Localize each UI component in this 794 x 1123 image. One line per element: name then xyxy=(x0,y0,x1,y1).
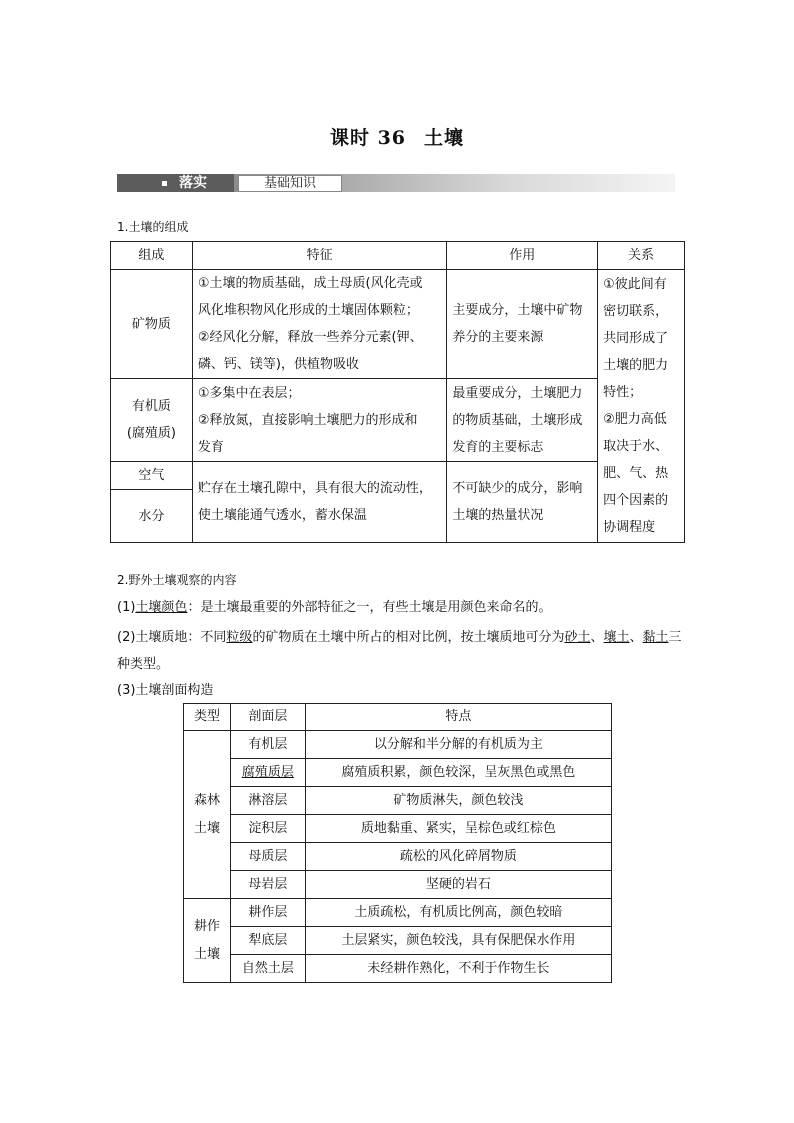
text-line: 土壤 xyxy=(193,820,220,836)
section1-heading: 1.土壤的组成 xyxy=(117,220,189,234)
paragraph-color xyxy=(117,596,683,615)
table-row xyxy=(184,871,612,899)
layer-cell: 淀积层 xyxy=(230,815,305,843)
header-cell: 特征 xyxy=(192,242,447,270)
feature-cell xyxy=(192,379,447,462)
square-bullet-icon xyxy=(162,181,167,186)
text-span: 的矿物质在土壤中所占的相对比例，按土壤质地可分为 xyxy=(252,630,565,645)
table-header-row xyxy=(111,242,685,270)
text-line: 的物质基础，土壤形成 xyxy=(452,412,583,428)
text-span: 、 xyxy=(590,630,604,645)
feature-cell: 坚硬的岩石 xyxy=(305,871,611,899)
text-line: 不可缺少的成分，影响 xyxy=(452,481,583,496)
text-line: 四个因素的 xyxy=(603,493,669,508)
layer-cell: 有机层 xyxy=(230,731,305,759)
text-line: 密切联系， xyxy=(603,304,669,319)
text-line: 土壤 xyxy=(193,946,220,962)
table-row xyxy=(184,927,612,955)
text-line: 耕作 xyxy=(193,918,220,934)
header-cell: 作用 xyxy=(447,242,598,270)
header-cell: 剖面层 xyxy=(230,704,305,731)
section2-heading: 2.野外土壤观察的内容 xyxy=(117,573,237,587)
text-line: ②释放氮，直接影响土壤肥力的形成和 xyxy=(197,412,418,428)
component-name xyxy=(111,379,193,462)
page-title xyxy=(0,123,794,150)
feature-cell: 矿物质淋失，颜色较浅 xyxy=(305,787,611,815)
component-name: 矿物质 xyxy=(111,270,193,379)
text-line: 风化堆积物风化形成的土壤固体颗粒； xyxy=(197,303,419,318)
component-name: 水分 xyxy=(111,490,193,543)
underlined-term: 土壤颜色 xyxy=(135,600,188,615)
text-line: 贮存在土壤孔隙中，具有很大的流动性， xyxy=(197,481,432,496)
text-line: 森林 xyxy=(193,792,220,808)
header-cell: 组成 xyxy=(111,242,193,270)
banner-label-right: 基础知识 xyxy=(238,175,342,192)
text-line: (腐殖质) xyxy=(126,426,177,441)
feature-cell: 疏松的风化碎屑物质 xyxy=(305,843,611,871)
soil-type-cell xyxy=(184,899,231,983)
text-line: 特性； xyxy=(603,385,643,400)
title-number: 36 xyxy=(377,127,407,149)
text-line: 取决于水、 xyxy=(603,439,669,454)
feature-cell: 腐殖质积累，颜色较深，呈灰黑色或黑色 xyxy=(305,759,611,787)
layer-cell: 自然土层 xyxy=(230,955,305,983)
header-cell: 关系 xyxy=(598,242,685,270)
table-header-row xyxy=(184,704,612,731)
text-line: 主要成分，土壤中矿物 xyxy=(452,303,583,318)
text-line: ②肥力高低 xyxy=(603,412,667,427)
banner-label-left: 落实 xyxy=(179,175,207,191)
underlined-term: 腐殖质层 xyxy=(241,764,294,780)
table-row xyxy=(184,787,612,815)
underlined-term: 壤土 xyxy=(603,630,630,645)
relation-cell xyxy=(598,270,685,543)
text-line: 使土壤能通气透水，蓄水保温 xyxy=(197,508,367,523)
role-cell xyxy=(447,462,598,543)
text-span: (1) xyxy=(117,600,136,615)
text-line: 最重要成分，土壤肥力 xyxy=(452,385,583,401)
section-banner xyxy=(117,174,675,192)
role-cell xyxy=(447,379,598,462)
paragraph-profile: (3)土壤剖面构造 xyxy=(117,683,214,698)
feature-cell: 以分解和半分解的有机质为主 xyxy=(305,731,611,759)
layer-cell: 犁底层 xyxy=(230,927,305,955)
soil-profile-table xyxy=(183,703,612,983)
table-row xyxy=(184,843,612,871)
text-line: ①多集中在表层； xyxy=(197,385,301,401)
text-line: 养分的主要来源 xyxy=(452,330,544,345)
layer-cell: 母岩层 xyxy=(230,871,305,899)
table-row xyxy=(184,815,612,843)
soil-composition-table xyxy=(110,241,685,543)
layer-cell: 淋溶层 xyxy=(230,787,305,815)
layer-cell: 耕作层 xyxy=(230,899,305,927)
feature-cell: 土质疏松，有机质比例高，颜色较暗 xyxy=(305,899,611,927)
text-span: ：是土壤最重要的外部特征之一，有些土壤是用颜色来命名的。 xyxy=(187,600,552,615)
feature-cell xyxy=(192,462,447,543)
title-prefix: 课时 xyxy=(329,127,370,149)
text-line: 发育的主要标志 xyxy=(452,439,544,455)
table-row xyxy=(184,899,612,927)
text-line: ①土壤的物质基础，成土母质(风化壳或 xyxy=(197,276,423,291)
table-row xyxy=(111,270,685,379)
text-span: (2)土壤质地：不同 xyxy=(117,630,227,645)
soil-type-cell xyxy=(184,731,231,899)
text-line: 土壤的肥力 xyxy=(603,358,669,373)
banner-dark-block xyxy=(117,174,234,192)
component-name: 空气 xyxy=(111,462,193,490)
table-row xyxy=(184,955,612,983)
text-line: 发育 xyxy=(197,439,224,455)
feature-cell xyxy=(192,270,447,379)
text-span: 三种类型。 xyxy=(117,630,682,672)
underlined-term: 黏土 xyxy=(642,630,669,645)
title-name: 土壤 xyxy=(424,127,465,149)
underlined-term: 砂土 xyxy=(564,630,591,645)
layer-cell xyxy=(230,759,305,787)
text-line: 磷、钙、镁等)，供植物吸收 xyxy=(197,357,359,372)
header-cell: 类型 xyxy=(184,704,231,731)
table-row xyxy=(184,731,612,759)
underlined-term: 粒级 xyxy=(226,630,253,645)
text-span: 、 xyxy=(629,630,643,645)
feature-cell: 土层紧实，颜色较浅，具有保肥保水作用 xyxy=(305,927,611,955)
text-line: 肥、气、热 xyxy=(603,466,669,481)
text-line: 共同形成了 xyxy=(603,331,669,346)
feature-cell: 质地黏重、紧实，呈棕色或红棕色 xyxy=(305,815,611,843)
text-line: 土壤的热量状况 xyxy=(452,508,544,523)
table-row xyxy=(184,759,612,787)
paragraph-texture xyxy=(117,624,683,678)
text-line: ②经风化分解，释放一些养分元素(钾、 xyxy=(197,330,423,345)
text-line: 有机质 xyxy=(131,399,171,414)
layer-cell: 母质层 xyxy=(230,843,305,871)
header-cell: 特点 xyxy=(305,704,611,731)
role-cell xyxy=(447,270,598,379)
feature-cell: 未经耕作熟化，不利于作物生长 xyxy=(305,955,611,983)
text-line: ①彼此间有 xyxy=(603,277,667,292)
text-line: 协调程度 xyxy=(603,520,656,535)
